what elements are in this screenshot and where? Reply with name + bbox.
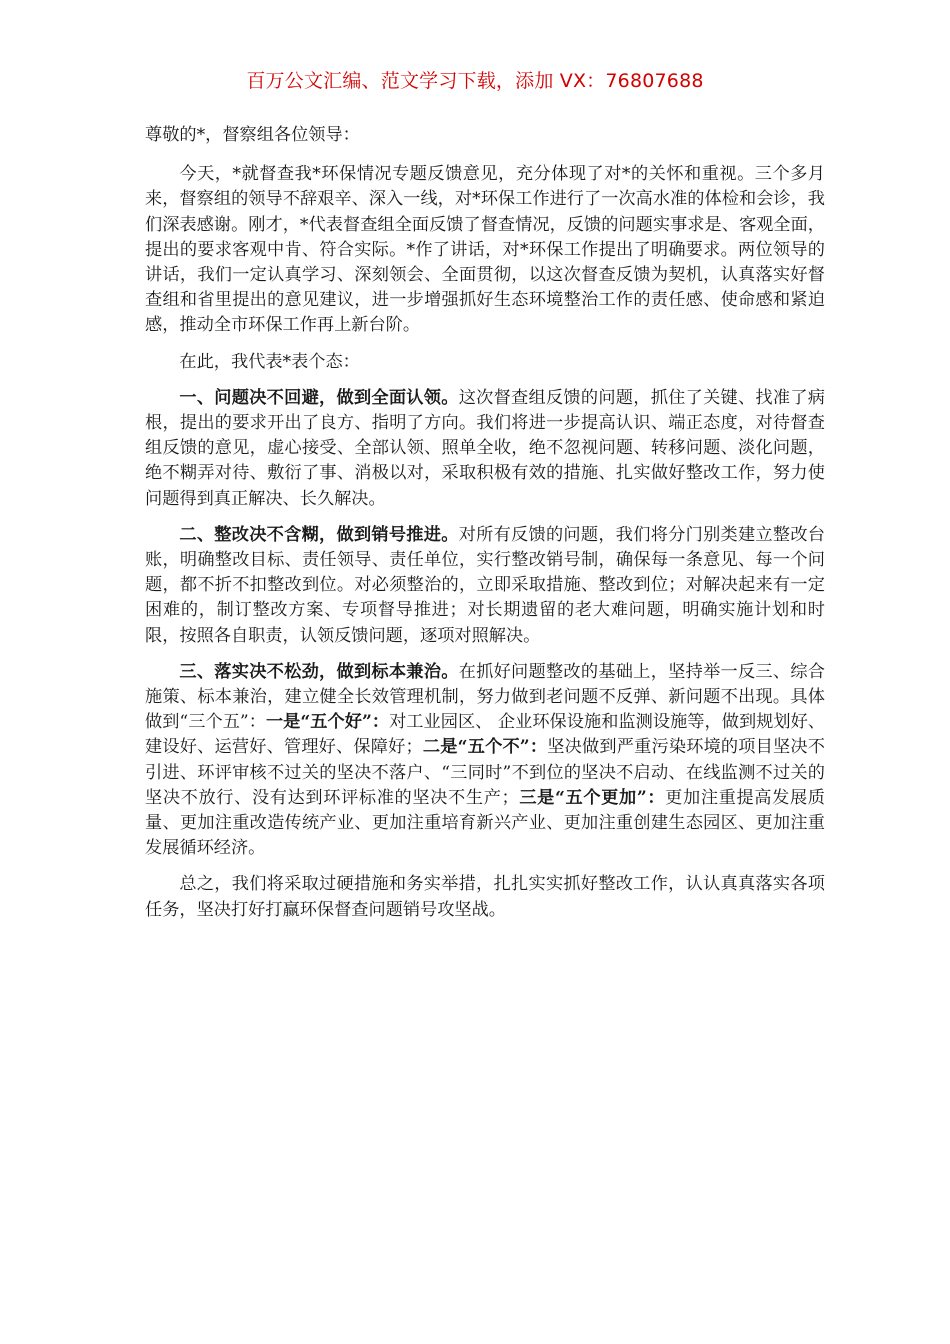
- paragraph-opening: 今天，*就督查我*环保情况专题反馈意见，充分体现了对*的关怀和重视。三个多月来，督察组的领导不辞艰辛、深入一线，对*环保工作进行了一次高水准的体检和会诊，我们深表感谢。刚才，*代表督查组全面反馈了督查情况，反馈的问题实事求是、客观全面，提出的要求客观中肯、符合实际。*作了讲话，对*环保工作提出了明确要求。两位领导的讲话，我们一定认真学习、深刻领会、全面贯彻，以这次督查反馈为契机，认真落实好督查组和省里提出的意见建议，进一步增强抓好生态环境整治工作的责任感、使命感和紧迫感，推动全市环保工作再上新台阶。: [145, 164, 825, 336]
- salutation: 尊敬的*，督察组各位领导：: [145, 125, 360, 145]
- point-one-text: 这次督查组反馈的问题，抓住了关键、找准了病根，提出的要求开出了良方、指明了方向。我们将进一步提高认识、端正态度，对待督查组反馈的意见，虚心接受、全部认领、照单全收，绝不忽视问题、转移问题、淡化问题，绝不糊弄对待、敷衍了事、消极以对，采取积极有效的措施、扎实做好整改工作，努力使问题得到真正解决、长久解决。: [145, 387, 825, 509]
- paragraph-point-three: [145, 660, 825, 862]
- paragraph-statement: 在此，我代表*表个态：: [179, 351, 360, 372]
- point-one-heading: 一、问题决不回避，做到全面认领。: [179, 387, 459, 408]
- point-three-heading: 三、落实决不松劲，做到标本兼治。: [179, 661, 459, 682]
- point-two-text: 对所有反馈的问题，我们将分门别类建立整改台账，明确整改目标、责任领导、责任单位，实行整改销号制，确保每一条意见、每一个问题，都不折不扣整改到位。对必须整治的，立即采取措施、整改到位；对解决起来有一定困难的，制订整改方案、专项督导推进；对长期遗留的老大难问题，明确实施计划和时限，按照各自职责，认领反馈问题，逐项对照解决。: [145, 524, 825, 646]
- point-two-heading: 二、整改决不含糊，做到销号推进。: [179, 524, 459, 545]
- point-three-text-4: 更加注重提高发展质量、更加注重改造传统产业、更加注重培育新兴产业、更加注重创建生态园区、更加注重发展循环经济。: [145, 787, 825, 859]
- point-three-sub-1: 一是“五个好”：: [265, 712, 390, 733]
- paragraph-conclusion: 总之，我们将采取过硬措施和务实举措，扎扎实实抓好整改工作，认认真真落实各项任务，坚决打好打赢环保督查问题销号攻坚战。: [145, 874, 825, 920]
- point-three-text-3: 坚决做到严重污染环境的项目坚决不引进、环评审核不过关的坚决不落户、“三同时”不到位的坚决不启动、在线监测不过关的坚决不放行、没有达到环评标准的坚决不生产；: [145, 737, 825, 808]
- paragraph-point-two: [145, 523, 825, 649]
- point-three-text-1: 在抓好问题整改的基础上，坚持举一反三、综合施策、标本兼治，建立健全长效管理机制，努力做到老问题不反弹、新问题不出现。具体做到“三个五”：: [145, 661, 825, 733]
- point-three-sub-2: 二是“五个不”：: [422, 737, 548, 758]
- point-three-text-2: 对工业园区、 企业环保设施和监测设施等，做到规划好、建设好、运营好、管理好、保障好；: [145, 712, 825, 758]
- point-three-sub-3: 三是“五个更加”：: [518, 787, 666, 808]
- paragraph-point-one: [145, 386, 825, 512]
- header-banner: 百万公文汇编、范文学习下载，添加 VX：76807688: [246, 70, 704, 92]
- document-body: [145, 123, 825, 934]
